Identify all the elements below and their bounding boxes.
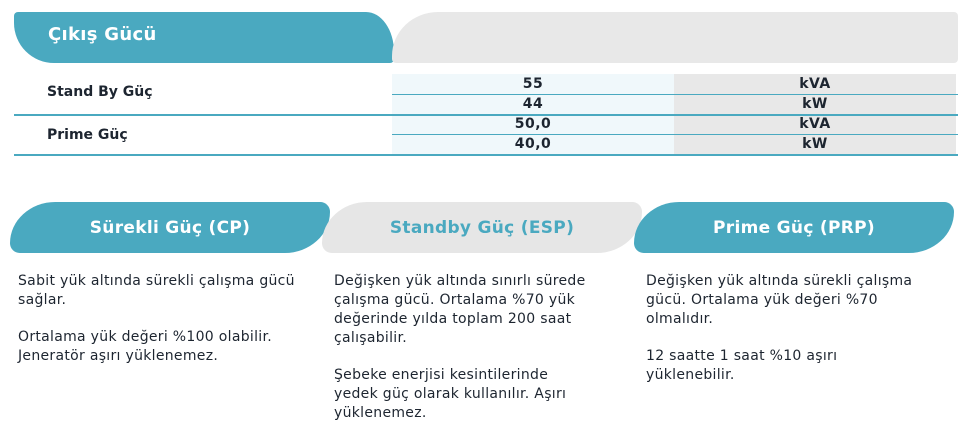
card-paragraph: Şebeke enerjisi kesintilerinde yedek güç olarak kullanılır. Aşırı yüklenemez. xyxy=(334,367,567,421)
section-title: Çıkış Gücü xyxy=(48,24,157,45)
table-row xyxy=(674,116,956,134)
card-paragraph: Ortalama yük değeri %100 olabilir. Jeneratör aşırı yüklenemez. xyxy=(18,329,272,364)
table-row xyxy=(392,95,674,114)
card-paragraph: Değişken yük altında sınırlı sürede çalışma gücü. Ortalama %70 yük değerinde yılda toplam 200 saat çalışabilir. xyxy=(334,273,586,346)
unit-cell: kW xyxy=(802,96,828,112)
spec-table xyxy=(0,0,970,160)
value-cell: 50,0 xyxy=(514,116,552,132)
card-body xyxy=(18,272,308,366)
table-row xyxy=(674,135,956,154)
row-label-standby: Stand By Güç xyxy=(47,84,153,100)
table-row xyxy=(392,74,674,94)
unit-cell: kVA xyxy=(799,116,831,132)
table-row xyxy=(674,74,956,94)
card-title: Sürekli Güç (CP) xyxy=(89,217,251,238)
card-paragraph: Değişken yük altında sürekli çalışma gücü. Ortalama yük değeri %70 olmalıdır. xyxy=(646,273,913,327)
card-paragraph: Sabit yük altında sürekli çalışma gücü sağlar. xyxy=(18,273,295,308)
card-paragraph: 12 saatte 1 saat %10 aşırı yüklenebilir. xyxy=(646,348,838,383)
value-cell: 44 xyxy=(522,96,544,112)
unit-cell: kVA xyxy=(799,76,831,92)
value-cell: 55 xyxy=(522,76,544,92)
card-title: Prime Güç (PRP) xyxy=(713,217,875,238)
unit-cell: kW xyxy=(802,136,828,152)
row-label-prime: Prime Güç xyxy=(47,127,128,143)
card-body xyxy=(646,272,946,385)
table-row xyxy=(674,95,956,114)
card-tab-prime-power xyxy=(634,202,954,253)
table-row xyxy=(392,116,674,134)
card-tab-standby-power xyxy=(322,202,642,253)
table-row xyxy=(392,135,674,154)
card-tab-continuous-power xyxy=(10,202,330,253)
table-bottom-rule xyxy=(14,154,958,156)
card-body xyxy=(334,272,614,423)
card-title: Standby Güç (ESP) xyxy=(389,217,575,238)
value-cell: 40,0 xyxy=(514,136,552,152)
